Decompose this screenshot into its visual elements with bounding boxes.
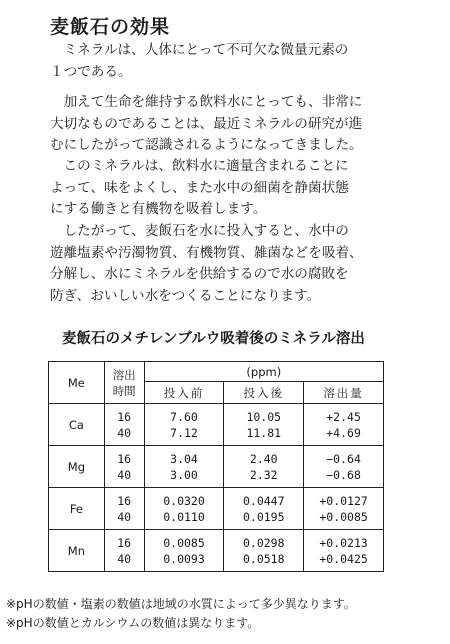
cell-after: 0.0298 0.0518 — [224, 530, 304, 572]
cell-after: 10.05 11.81 — [224, 404, 304, 446]
cell-before: 7.60 7.12 — [144, 404, 224, 446]
paragraph-line: にする働きと有機物を吸着します。 — [50, 201, 267, 217]
cell-times: 16 40 — [104, 530, 144, 572]
footnote: ※pHの数値とカルシウムの数値は異なります。 — [6, 616, 260, 630]
table-row — [49, 404, 384, 446]
paragraph-line: したがって、麦飯石を水に投入すると、水中の — [50, 223, 349, 239]
paragraph-line: 分解し、水にミネラルを供給するので水の腐敗を — [50, 266, 349, 282]
cell-before: 0.0085 0.0093 — [144, 530, 224, 572]
table-row — [49, 488, 384, 530]
cell-before: 3.04 3.00 — [144, 446, 224, 488]
cell-after: 2.40 2.32 — [224, 446, 304, 488]
paragraph-line: このミネラルは、飲料水に適量含まれることに — [50, 158, 349, 174]
cell-element: Mg — [49, 446, 105, 488]
header-elution: 溶出量 — [304, 382, 384, 404]
cell-element: Fe — [49, 488, 105, 530]
footnotes — [6, 595, 356, 633]
table-title: 麦飯石のメチレンブルウ吸着後のミネラル溶出 — [62, 331, 365, 347]
page-title: 麦飯石の効果 — [50, 16, 171, 38]
cell-elution: +2.45 +4.69 — [304, 404, 384, 446]
cell-before: 0.0320 0.0110 — [144, 488, 224, 530]
cell-times: 16 40 — [104, 446, 144, 488]
header-time-top: 溶出 — [112, 367, 136, 382]
paragraph-1 — [50, 40, 440, 83]
header-time-bottom: 時間 — [112, 383, 136, 398]
header-element: Me — [49, 362, 105, 404]
footnote: ※pHの数値・塩素の数値は地域の水質によって多少異なります。 — [6, 597, 356, 611]
cell-after: 0.0447 0.0195 — [224, 488, 304, 530]
paragraph-3 — [50, 156, 440, 221]
paragraph-line: 防ぎ、おいしい水をつくることになります。 — [50, 287, 321, 304]
header-after: 投入後 — [224, 382, 304, 404]
cell-elution: +0.0213 +0.0425 — [304, 530, 384, 572]
cell-times: 16 40 — [104, 404, 144, 446]
table-header-row — [49, 362, 384, 382]
paragraph-line: ミネラルは、人体にとって不可欠な微量元素の — [50, 42, 349, 58]
header-time — [104, 362, 144, 404]
header-unit: (ppm) — [144, 362, 383, 382]
table-row — [49, 530, 384, 572]
header-before: 投入前 — [144, 382, 224, 404]
cell-elution: −0.64 −0.68 — [304, 446, 384, 488]
paragraph-line: むにしたがって認識されるようになってきました。 — [50, 137, 363, 153]
cell-element: Ca — [49, 404, 105, 446]
paragraph-line: 大切なものであることは、最近ミネラルの研究が進 — [50, 115, 363, 132]
cell-element: Mn — [49, 530, 105, 572]
paragraph-line: １つである。 — [50, 63, 132, 80]
cell-elution: +0.0127 +0.0085 — [304, 488, 384, 530]
table-row — [49, 446, 384, 488]
mineral-elution-table — [48, 361, 384, 572]
paragraph-line: 遊離塩素や汚濁物質、有機物質、雑菌などを吸着、 — [50, 244, 363, 261]
paragraph-4 — [50, 221, 440, 307]
cell-times: 16 40 — [104, 488, 144, 530]
paragraph-line: よって、味をよくし、また水中の細菌を静菌状態 — [50, 179, 349, 196]
paragraph-2 — [50, 92, 440, 157]
paragraph-line: 加えて生命を維持する飲料水にとっても、非常に — [50, 94, 363, 110]
